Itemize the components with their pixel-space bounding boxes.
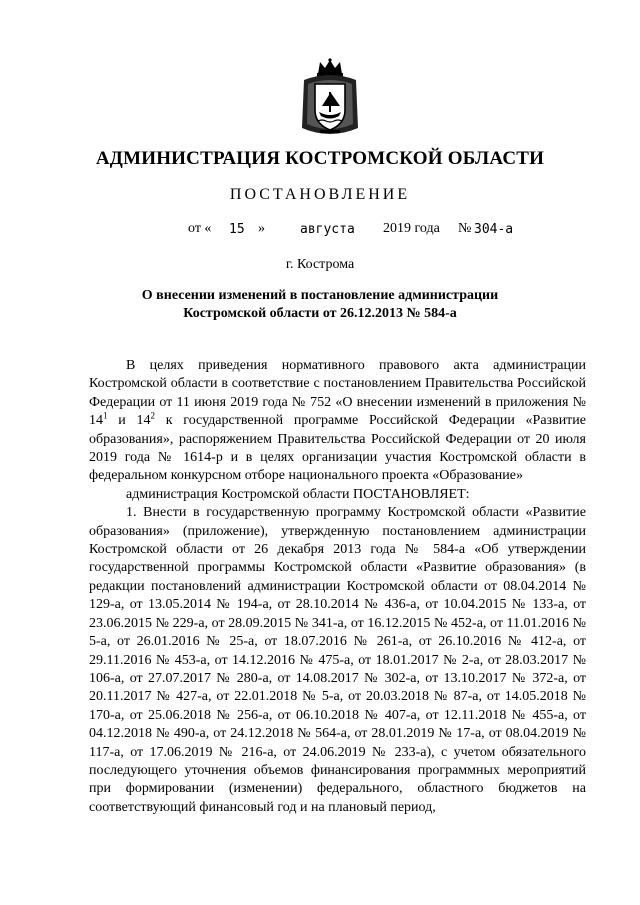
city-name: г. Кострома — [285, 257, 355, 272]
paragraph-item-1: 1. Внести в государственную программу Костромской области «Развитие образования» (приложение), утвержденную постановлением администрации Костромской области от 26 декабря 2013 года № 584-а «Об утверждении государственной программы Костромской области «Развитие образования» (в редакции постановлений администрации Костромской области от 08.04.2014 № 129-а, от 13.05.2014 № 194-а, от 28.10.2014 № 436-а, от 10.04.2015 № 133-а, от 23.06.2015 № 229-а, от 28.09.2015 № 341-а, от 16.12.2015 № 452-а, от 11.01.2016 № 5-а, от 26.01.2016 № 25-а, от 18.07.2016 № 261-а, от 26.10.2016 № 412-а, от 29.11.2016 № 453-а, от 14.12.2016 № 475-а, от 18.01.2017 № 2-а, от 28.03.2017 № 106-а, от 27.07.2017 № 280-а, от 14.08.2017 № 302-а, от 13.10.2017 № 372-а, от 20.11.2017 № 427-а, от 22.01.2018 № 5-а, от 20.03.2018 № 87-а, от 14.05.2018 № 170-а, от 25.06.2018 № 256-а, от 06.10.2018 № 407-а, от 12.11.2018 № 455-а, от 04.12.2018 № 490-а, от 24.12.2018 № 564-а, от 28.01.2019 № 17-а, от 08.04.2019 № 117-а, от 17.06.2019 № 216-а, от 24.06.2019 № 233-а), с учетом обязательного последующего уточнения объемов финансирования программных мероприятий при формировании (изменении) федерального, областного бюджетов на соответствующий финансовый год и на плановый период, — [89, 505, 586, 815]
date-prefix: от « — [188, 221, 212, 236]
agency-title: АДМИНИСТРАЦИЯ КОСТРОМСКОЙ ОБЛАСТИ — [95, 148, 545, 169]
document-type: ПОСТАНОВЛЕНИЕ — [229, 186, 411, 203]
coat-of-arms-emblem-icon — [296, 58, 364, 138]
document-number: 304-а — [474, 222, 514, 237]
superscript-2: 2 — [150, 410, 155, 421]
document-subject — [0, 287, 640, 323]
paragraph-resolves: администрация Костромской области ПОСТАНОВЛЯЕТ: — [126, 486, 470, 502]
date-day: 15 — [229, 222, 245, 237]
number-prefix: № — [458, 221, 472, 236]
date-year: 2019 года — [383, 221, 440, 236]
paragraph-preamble: В целях приведения нормативного правового акта администрации Костромской области в соответствие с постановлением Правительства Российской Федерации от 11 июня 2019 года № 752 «О внесении изменений в приложения № $14^1$ и $14^2$ к государственной программе Российской Федерации «Развитие образования», распоряжением Правительства Российской Федерации от 20 июля 2019 года № 1614-р и в целях организации участия Костромской области в федеральном конкурсном отборе национального проекта «Образование» — [89, 358, 587, 484]
subject-line-2: Костромской области от 26.12.2013 № 584-а — [183, 306, 457, 321]
date-month: августа — [300, 222, 355, 237]
superscript-1: 1 — [103, 410, 108, 421]
document-body — [89, 357, 586, 817]
subject-line-1: О внесении изменений в постановление администрации — [141, 288, 499, 303]
date-close-quote: » — [258, 221, 265, 236]
